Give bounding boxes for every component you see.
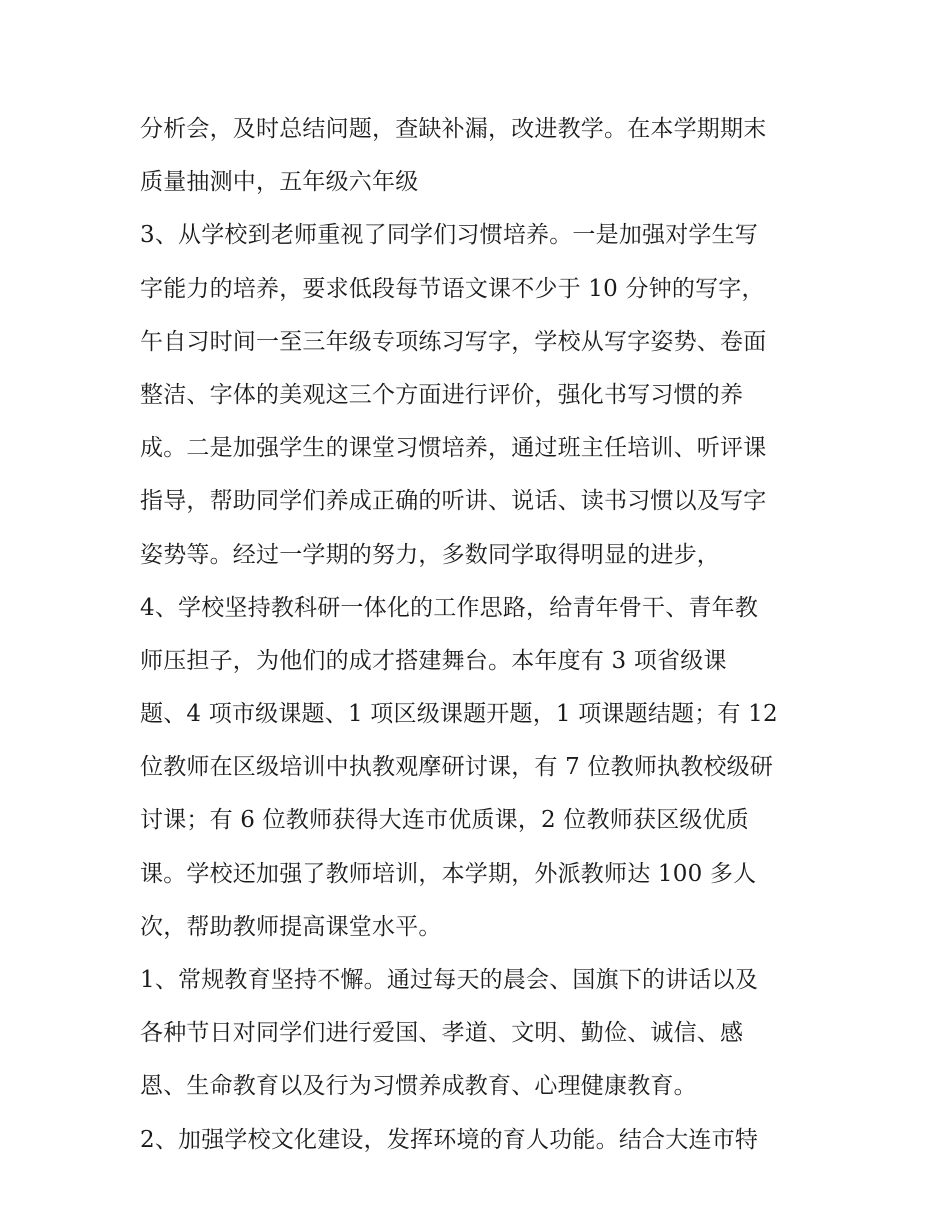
text-line: 2、加强学校文化建设，发挥环境的育人功能。结合大连市特 xyxy=(140,1126,759,1153)
text-line: 分析会，及时总结问题，查缺补漏，改进教学。在本学期期末 xyxy=(140,116,767,142)
text-line: 次，帮助教师提高课堂水平。 xyxy=(140,913,442,940)
text-line: 成。二是加强学生的课堂习惯培养，通过班主任培训、听评课 xyxy=(140,435,767,462)
text-line: 质量抽测中，五年级六年级 xyxy=(140,169,419,196)
text-line: 指导，帮助同学们养成正确的听讲、说话、读书习惯以及写字 xyxy=(140,488,767,515)
body-text xyxy=(140,103,820,1167)
text-line: 各种节日对同学们进行爱国、孝道、文明、勤俭、诚信、感 xyxy=(140,1020,744,1047)
text-line: 讨课；有 6 位教师获得大连市优质课，2 位教师获区级优质 xyxy=(140,807,749,834)
text-line: 3、从学校到老师重视了同学们习惯培养。一是加强对学生写 xyxy=(140,222,759,249)
text-line: 题、4 项市级课题、1 项区级课题开题，1 项课题结题；有 12 xyxy=(140,701,778,728)
text-line: 师压担子，为他们的成才搭建舞台。本年度有 3 项省级课 xyxy=(140,647,727,674)
text-line: 恩、生命教育以及行为习惯养成教育、心理健康教育。 xyxy=(140,1073,697,1100)
text-line: 1、常规教育坚持不懈。通过每天的晨会、国旗下的讲话以及 xyxy=(140,967,759,993)
text-line: 午自习时间一至三年级专项练习写字，学校从写字姿势、卷面 xyxy=(140,328,767,355)
text-line: 位教师在区级培训中执教观摩研讨课，有 7 位教师执教校级研 xyxy=(140,754,774,781)
text-line: 字能力的培养，要求低段每节语文课不少于 10 分钟的写字， xyxy=(140,275,765,302)
text-line: 整洁、字体的美观这三个方面进行评价，强化书写习惯的养 xyxy=(140,381,744,408)
text-line: 课。学校还加强了教师培训，本学期，外派教师达 100 多人 xyxy=(140,860,757,887)
text-line: 4、学校坚持教科研一体化的工作思路，给青年骨干、青年教 xyxy=(140,594,759,621)
text-line: 姿势等。经过一学期的努力，多数同学取得明显的进步， xyxy=(140,541,720,568)
